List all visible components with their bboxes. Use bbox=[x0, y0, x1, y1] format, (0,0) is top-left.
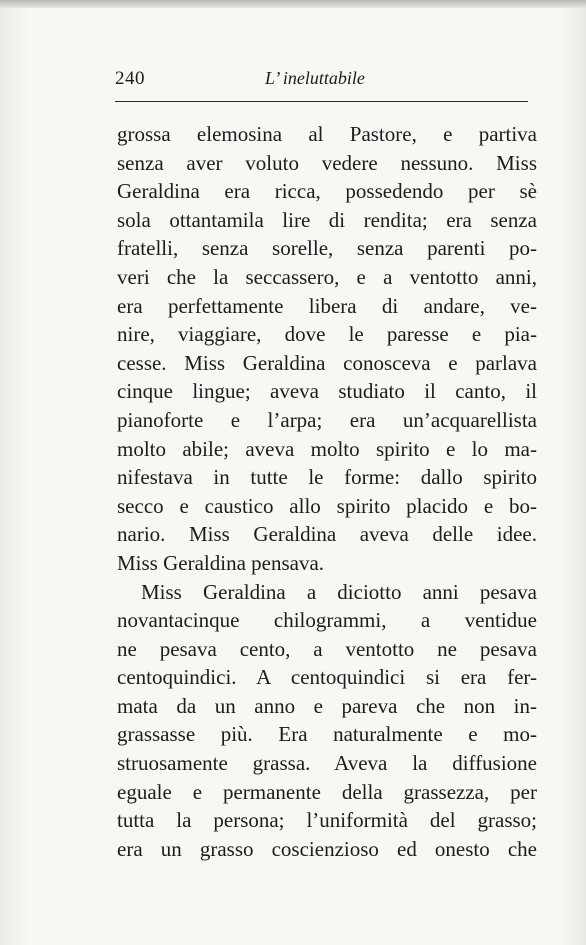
text-line: era perfettamente libera di andare, ve- bbox=[117, 293, 537, 318]
text-line: struosamente grassa. Aveva la diffusione bbox=[117, 751, 537, 776]
paragraph-1 bbox=[117, 120, 537, 578]
text-line: senza aver voluto vedere nessuno. Miss bbox=[117, 150, 537, 175]
text-line: nifestava in tutte le forme: dallo spirito bbox=[117, 465, 537, 490]
text-line: novantacinque chilogrammi, a ventidue bbox=[117, 608, 537, 633]
paragraph-2 bbox=[117, 578, 537, 864]
body-text bbox=[117, 120, 537, 863]
text-line: eguale e permanente della grassezza, per bbox=[117, 779, 537, 804]
text-line: Miss Geraldina a diciotto anni pesava bbox=[141, 579, 537, 604]
text-line: veri che la seccassero, e a ventotto anni, bbox=[117, 264, 537, 289]
text-line: molto abile; aveva molto spirito e lo ma- bbox=[117, 436, 537, 461]
text-line: sola ottantamila lire di rendita; era senza bbox=[117, 207, 537, 232]
text-line: cinque lingue; aveva studiato il canto, il bbox=[117, 379, 537, 404]
text-line: nario. Miss Geraldina aveva delle idee. bbox=[117, 522, 537, 547]
text-line: era un grasso coscienzioso ed onesto che bbox=[117, 836, 537, 861]
text-line: tutta la persona; l’uniformità del grasso; bbox=[117, 808, 537, 833]
page-number: 240 bbox=[115, 68, 145, 89]
text-line: secco e caustico allo spirito placido e bo- bbox=[117, 493, 537, 518]
text-line: fratelli, senza sorelle, senza parenti po- bbox=[117, 236, 537, 261]
text-line: ne pesava cento, a ventotto ne pesava bbox=[117, 636, 537, 661]
text-line: pianoforte e l’arpa; era un’acquarellista bbox=[117, 407, 537, 432]
running-header bbox=[115, 68, 528, 92]
text-line: mata da un anno e pareva che non in- bbox=[117, 693, 537, 718]
page-top-edge bbox=[0, 0, 586, 8]
running-title: L’ ineluttabile bbox=[265, 68, 365, 88]
text-line: centoquindici. A centoquindici si era fer- bbox=[117, 665, 537, 690]
header-rule bbox=[115, 101, 528, 102]
text-line: grossa elemosina al Pastore, e partiva bbox=[117, 122, 537, 146]
text-line: grassasse più. Era naturalmente e mo- bbox=[117, 722, 537, 747]
text-line: cesse. Miss Geraldina conosceva e parlava bbox=[117, 350, 537, 375]
text-line: Geraldina era ricca, possedendo per sè bbox=[117, 179, 537, 204]
text-line: Miss Geraldina pensava. bbox=[117, 550, 325, 575]
text-line: nire, viaggiare, dove le paresse e pia- bbox=[117, 322, 537, 347]
